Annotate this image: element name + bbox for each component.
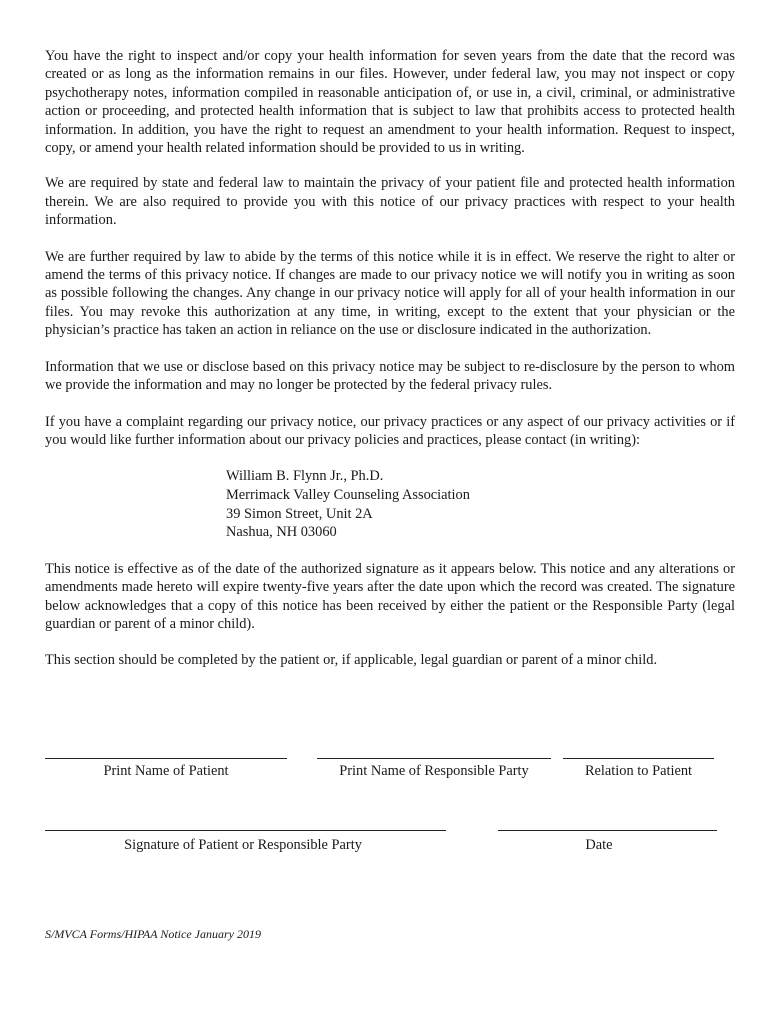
- paragraph-right-to-inspect: You have the right to inspect and/or copy your health information for seven years from the date that the record was created or as long as the information remains in our files. However, under federal law, you may not inspect or copy psychotherapy notes, information compiled in reasonable anticipation of, or use in, a civil, criminal, or administrative action or proceeding, and protected health information that is subject to law that prohibits access to protected health information. In addition, you have the right to request an amendment to your health information. Request to inspect, copy, or amend your health related information should be provided to us in writing.: [45, 48, 735, 157]
- paragraph-effective-date: This notice is effective as of the date of the authorized signature as it appears below. This notice and any alterations or amendments made hereto will expire twenty-five years after the date upon which the record was created. The signature below acknowledges that a copy of this notice has been received by either the patient or the Responsible Party (legal guardian or parent of a minor child).: [45, 560, 735, 632]
- contact-street: 39 Simon Street, Unit 2A: [226, 505, 373, 522]
- date-label: Date: [585, 837, 613, 853]
- form-footer: S/MVCA Forms/HIPAA Notice January 2019: [45, 927, 261, 941]
- notice-body: [45, 47, 735, 670]
- print-name-patient-line[interactable]: [45, 758, 287, 759]
- relation-to-patient-line[interactable]: [563, 758, 714, 759]
- contact-organization: Merrimack Valley Counseling Association: [226, 486, 470, 503]
- paragraph-privacy-requirement: We are required by state and federal law to maintain the privacy of your patient file and protected health information therein. We are also required to provide you with this notice of our privacy practices with respect to your health information.: [45, 175, 735, 229]
- paragraph-completion-instructions: This section should be completed by the patient or, if applicable, legal guardian or parent of a minor child.: [45, 652, 658, 669]
- contact-city: Nashua, NH 03060: [226, 524, 337, 541]
- paragraph-re-disclosure: Information that we use or disclose based on this privacy notice may be subject to re-disclosure by the person to whom we provide the information and may no longer be protected by the federal privacy rules.: [45, 358, 735, 394]
- date-line[interactable]: [498, 830, 717, 831]
- print-name-patient-label: Print Name of Patient: [103, 763, 229, 779]
- paragraph-terms-of-notice: We are further required by law to abide by the terms of this notice while it is in effect. We reserve the right to alter or amend the terms of this privacy notice. If changes are made to our privacy notice we will notify you in writing as soon as possible following the changes. Any change in our privacy notice will apply for all of your health information in our files. You may revoke this authorization at any time, in writing, except to the extent that your physician or the physician’s practice has taken an action in reliance on the use or disclosure indicated in the authorization.: [45, 248, 735, 339]
- contact-name: William B. Flynn Jr., Ph.D.: [226, 468, 384, 485]
- print-name-responsible-line[interactable]: [317, 758, 551, 759]
- contact-address-block: [226, 467, 735, 541]
- signature-line[interactable]: [45, 830, 446, 831]
- paragraph-complaint: If you have a complaint regarding our privacy notice, our privacy practices or any aspect of our privacy activities or if you would like further information about our privacy policies and practices, please contact (in writing):: [45, 413, 735, 448]
- signature-label: Signature of Patient or Responsible Party: [124, 837, 362, 853]
- print-name-responsible-label: Print Name of Responsible Party: [339, 763, 529, 779]
- relation-to-patient-label: Relation to Patient: [584, 763, 693, 779]
